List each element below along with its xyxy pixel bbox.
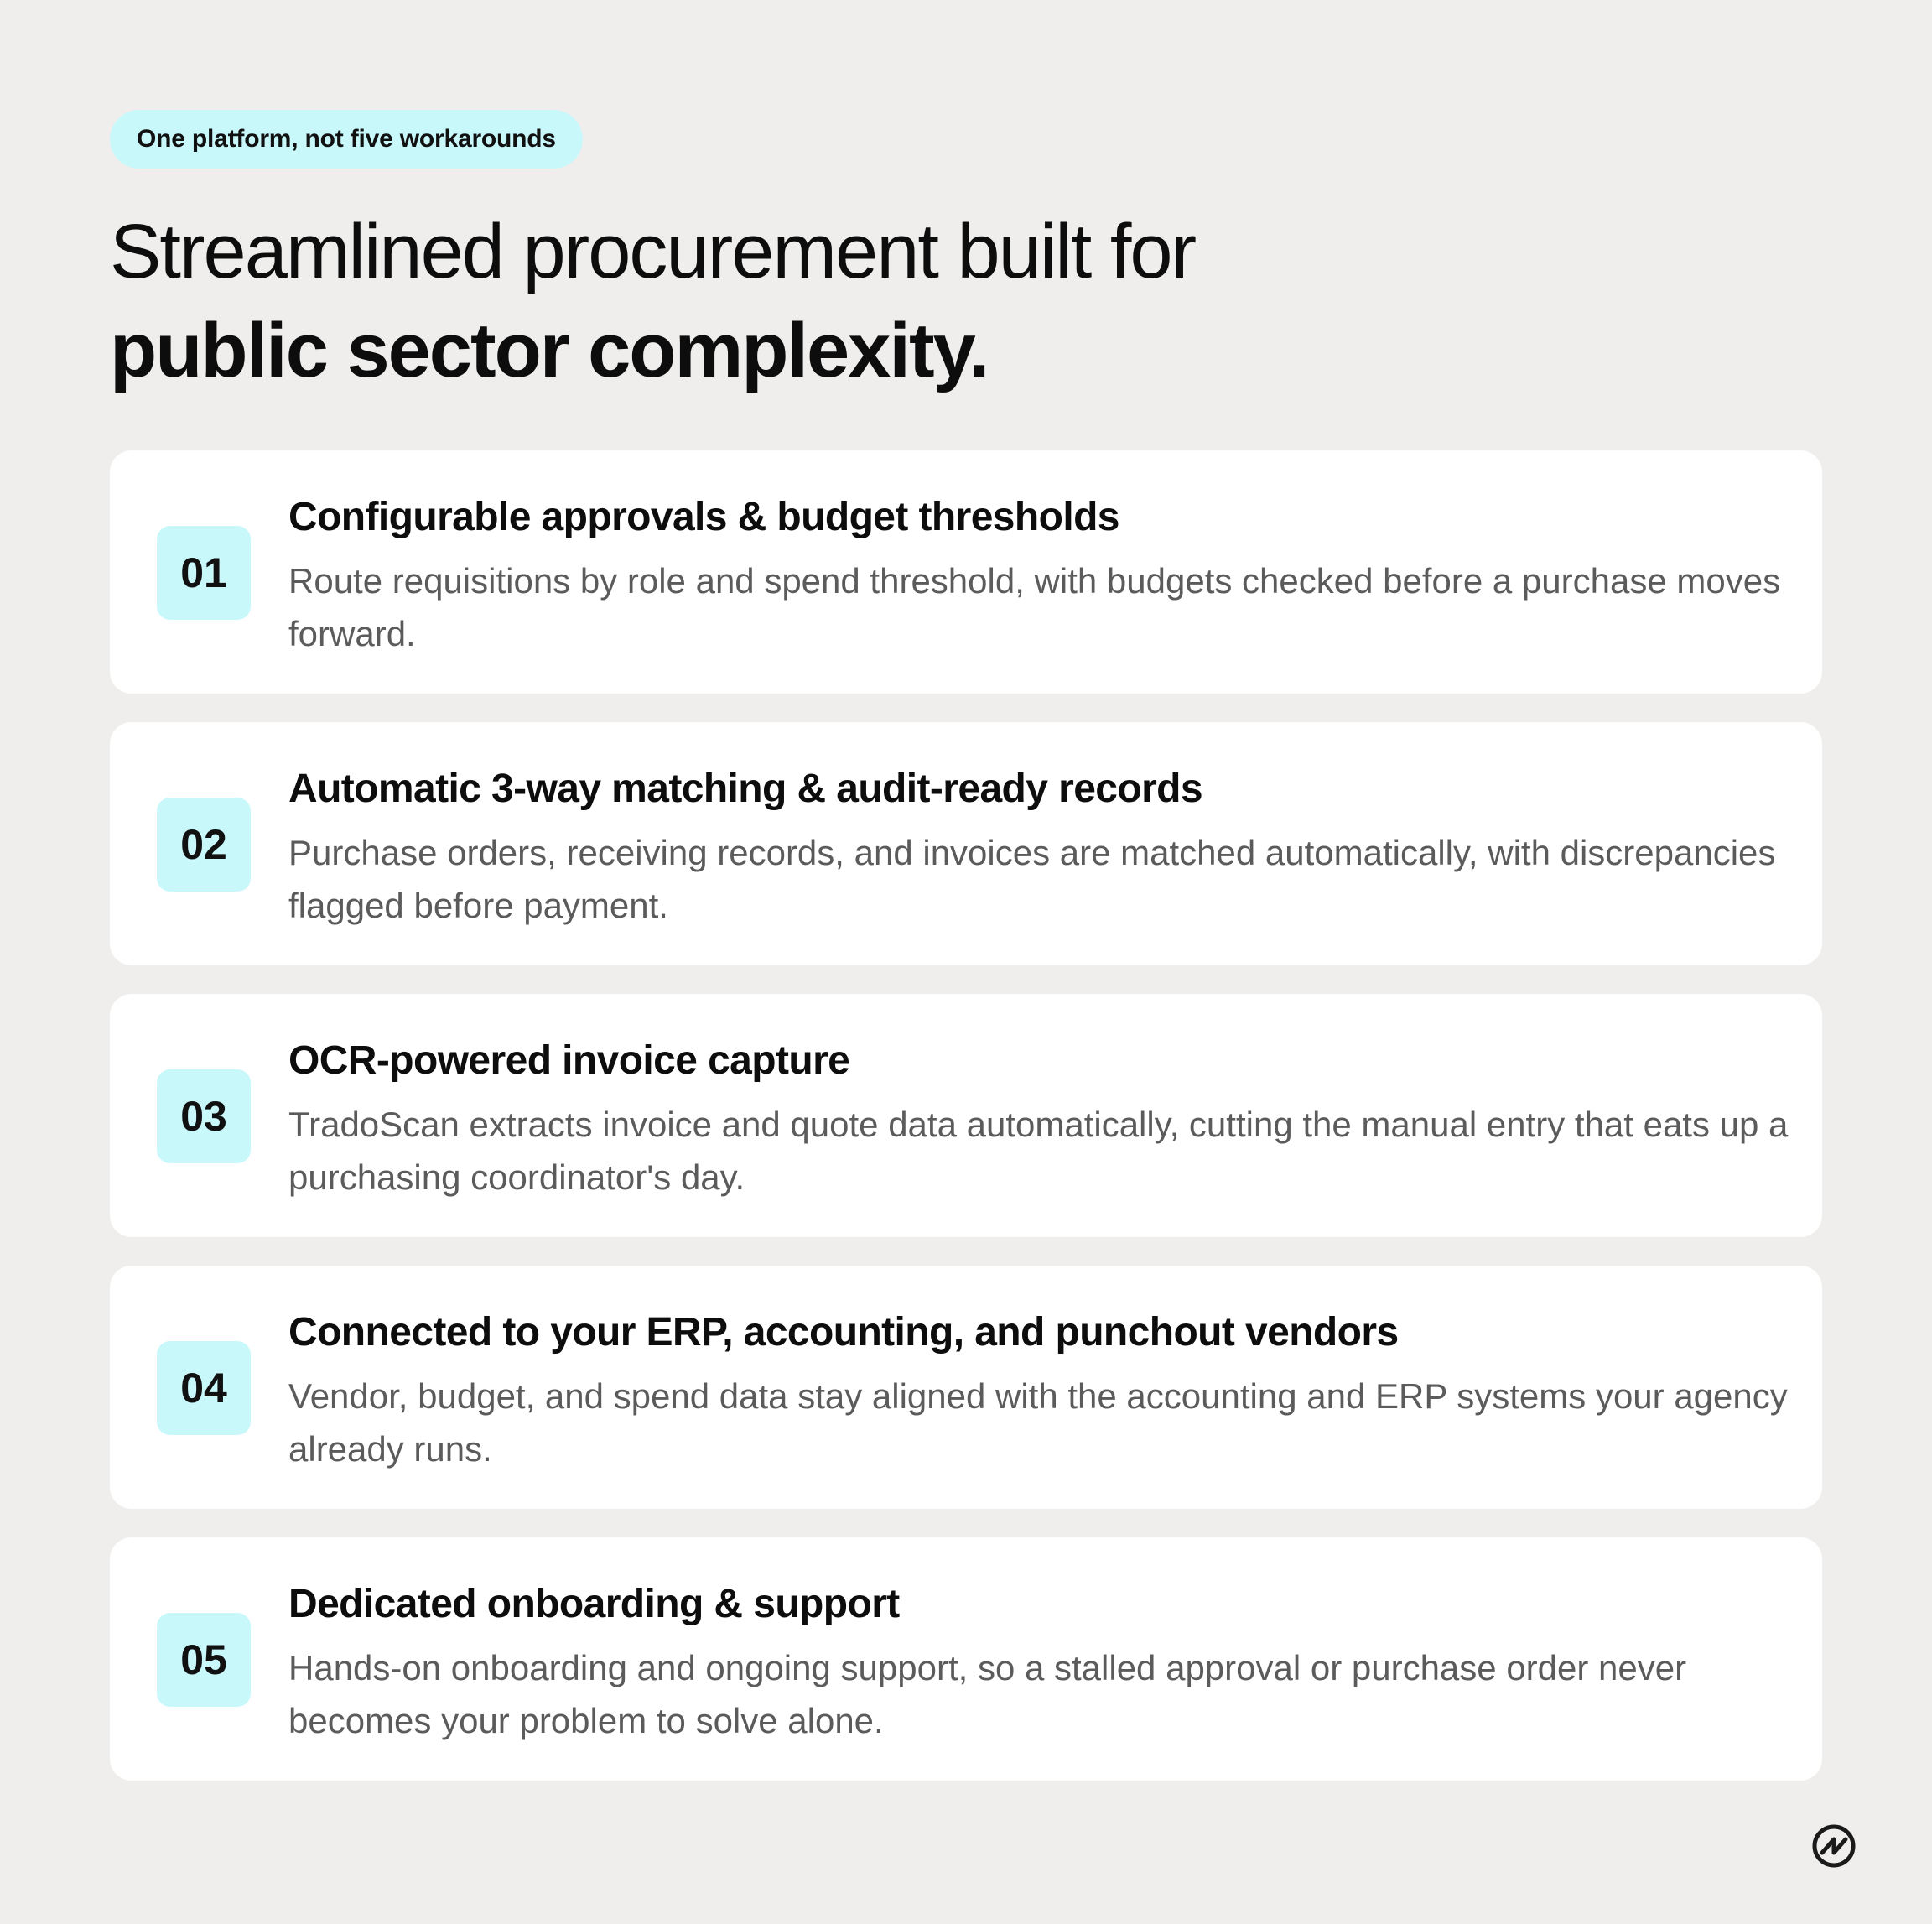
feature-card-02: [110, 722, 1822, 965]
feature-number-badge: 03: [157, 1069, 251, 1163]
feature-number-badge: 04: [157, 1341, 251, 1435]
feature-description: Hands-on onboarding and ongoing support, so a stalled approval or purchase order never becomes your problem to solve alone.: [288, 1648, 1687, 1740]
feature-title: Automatic 3-way matching & audit-ready records: [288, 767, 1202, 811]
feature-description: Route requisitions by role and spend threshold, with budgets checked before a purchase moves forward.: [288, 561, 1781, 653]
feature-number-badge: 02: [157, 798, 251, 892]
feature-card-05: [110, 1537, 1822, 1781]
headline-line-1: Streamlined procurement built for: [110, 209, 1196, 294]
feature-title: OCR-powered invoice capture: [288, 1038, 850, 1083]
tagline-badge: One platform, not five workarounds: [110, 110, 583, 169]
feature-description: TradoScan extracts invoice and quote data automatically, cutting the manual entry that eats up a purchasing coordinator's day.: [288, 1105, 1789, 1197]
feature-card-03: [110, 994, 1822, 1237]
feature-card-01: [110, 450, 1822, 694]
feature-card-04: [110, 1266, 1822, 1509]
feature-title: Connected to your ERP, accounting, and punchout vendors: [288, 1310, 1399, 1355]
brand-logo-icon: [1810, 1823, 1857, 1869]
feature-title: Dedicated onboarding & support: [288, 1582, 900, 1626]
feature-description: Purchase orders, receiving records, and invoices are matched automatically, with discrepancies flagged before payment.: [288, 833, 1776, 925]
page-title: [110, 202, 1822, 400]
feature-number-badge: 05: [157, 1613, 251, 1707]
feature-description: Vendor, budget, and spend data stay aligned with the accounting and ERP systems your agency already runs.: [288, 1376, 1788, 1469]
feature-number-badge: 01: [157, 526, 251, 620]
feature-list: [110, 450, 1822, 1781]
feature-title: Configurable approvals & budget thresholds: [288, 495, 1119, 539]
headline-line-2: public sector complexity.: [110, 308, 989, 393]
page-content: [110, 110, 1822, 1809]
